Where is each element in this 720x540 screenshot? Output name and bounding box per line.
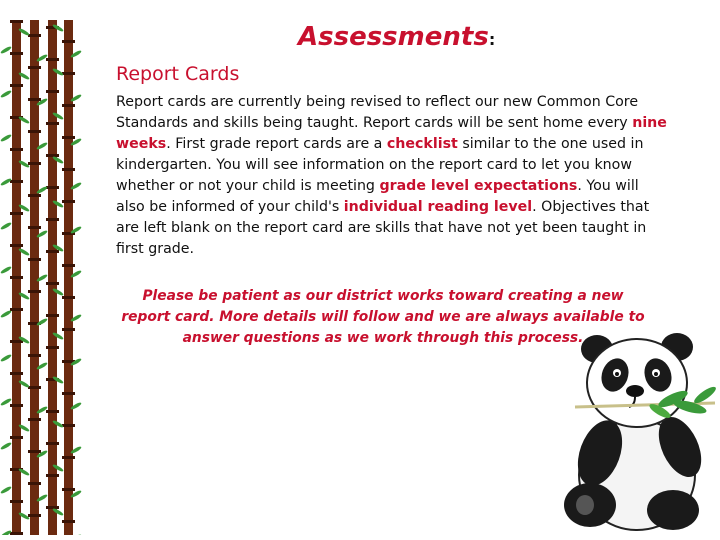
note-paragraph: Please be patient as our district works toward creating a new report card. More details will follow and we are always available to answer questions as we work through this process. — [121, 288, 645, 346]
highlighted-phrase: individual reading level — [343, 199, 533, 215]
bamboo-border — [0, 20, 86, 535]
highlighted-phrase: checklist — [386, 136, 458, 152]
highlighted-phrase: grade level expectations — [379, 178, 578, 194]
title-text: Assessments — [298, 22, 489, 52]
body-paragraph — [116, 92, 671, 260]
section-heading: Report Cards — [116, 63, 240, 85]
panda-illustration — [555, 325, 720, 535]
body-text-segment: . You will also be informed of your child's — [116, 178, 639, 215]
body-text-segment: . First grade report cards are a — [166, 136, 387, 152]
title-colon: : — [488, 30, 496, 49]
highlighted-phrase: nine weeks — [116, 115, 667, 152]
body-text-segment: Report cards are currently being revised to reflect our new Common Core Standards and skills being taught. Report cards will be sent home every — [116, 94, 639, 131]
page-title — [298, 22, 495, 52]
body-text-segment: . Objectives that are left blank on the report card are skills that have not yet been taught in first grade. — [116, 199, 650, 257]
body-text-segment: similar to the one used in kindergarten. You will see information on the report card to let you know whether or not your child is meeting — [116, 136, 644, 194]
